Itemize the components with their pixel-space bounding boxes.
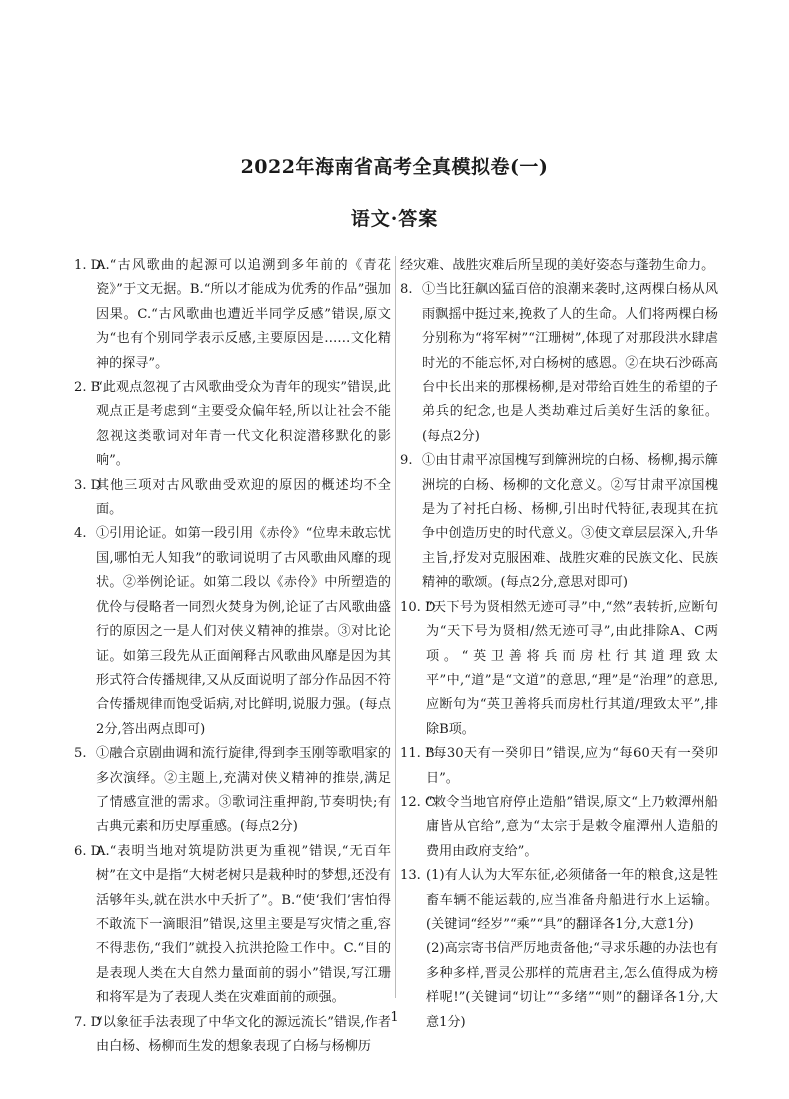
answer-item-2 bbox=[74, 376, 391, 474]
page-subtitle: 语文·答案 bbox=[350, 208, 439, 230]
right-column bbox=[400, 254, 718, 1035]
answer-number: 7. D bbox=[74, 1014, 102, 1030]
answer-text: “以象征手法表现了中华文化的源远流长”错误,作者由白杨、杨柳而生发的想象表现了白杨与杨柳历 bbox=[96, 1014, 391, 1054]
answer-text: 其他三项对古风歌曲受欢迎的原因的概述均不全面。 bbox=[96, 477, 391, 518]
answer-text: A.“表明当地对筑堤防洪更为重视”错误,“无百年树”在文中是指“大树老树只是栽种时的梦想,还没有活够年头,就在洪水中夭折了”。B.“使‘我们’害怕得不敢流下一滴眼泪”错误,这里主要是写灾情之重,容不得悲伤,“我们”就投入抗洪抢险工作中。C.“目的是表现人类在大自然力量面前的弱小”错误,写江珊和将军是为了表现人类在灾难面前的顽强。 bbox=[96, 843, 391, 1006]
page-title: 2022年海南省高考全真模拟卷(一) bbox=[240, 156, 549, 178]
answer-item-12 bbox=[400, 791, 718, 864]
answer-number: 6. D bbox=[74, 843, 102, 859]
answer-number: 10. D bbox=[400, 599, 436, 615]
answer-text: ①当比狂飙凶猛百倍的浪潮来袭时,这两棵白杨从风雨飘摇中挺过来,挽救了人的生命。人们将两棵白杨分别称为“将军树”“江珊树”,体现了对那段洪水肆虐时光的不能忘怀,对白杨树的感恩。②在块石沙砾高台中长出来的那棵杨柳,是对带给百姓生的希望的子弟兵的纪念,也是人类劫难过后美好生活的象征。(每点2分) bbox=[422, 282, 718, 444]
answer-number: 4. bbox=[74, 526, 87, 542]
answer-item-10 bbox=[400, 596, 718, 742]
answer-text: “此观点忽视了古风歌曲受众为青年的现实”错误,此观点正是考虑到“主要受众偏年轻,所以让社会不能忽视这类歌词对年青一代文化积淀潜移默化的影响”。 bbox=[96, 380, 391, 469]
answer-item-13 bbox=[400, 864, 718, 937]
answer-text: “敕令当地官府停止造船”错误,原文“上乃敕潭州船庸皆从官给”,意为“太宗于是敕令雇潭州人造船的费用由政府支给”。 bbox=[426, 794, 718, 859]
answer-text: A.“古风歌曲的起源可以追溯到多年前的《青花瓷》”于文无据。B.“所以才能成为优秀的作品”强加因果。C.“古风歌曲也遭近半同学反感”错误,原文为“也有个别同学表示反感,主要原因是……文化精神的探寻”。 bbox=[96, 258, 391, 371]
answer-text: ①引用论证。如第一段引用《赤伶》“位卑未敢忘忧国,哪怕无人知我”的歌词说明了古风歌曲风靡的现状。②举例论证。如第二段以《赤伶》中所塑造的优伶与侵略者一同烈火焚身为例,论证了古风歌曲盛行的原因之一是人们对侠义精神的推崇。③对比论证。如第三段先从正面阐释古风歌曲风靡是因为其形式符合传播规律,又从反面说明了部分作品因不符合传播规律而饱受诟病,对比鲜明,说服力强。(每点2分,答出两点即可) bbox=[96, 526, 391, 737]
answer-number: 13. bbox=[400, 868, 421, 884]
answer-text: ①由甘肃平凉国槐写到簰洲垸的白杨、杨柳,揭示簰洲垸的白杨、杨柳的文化意义。②写甘肃平凉国槐是为了衬托白杨、杨柳,引出时代特征,表现其在抗争中创造历史的时代意义。③使文章层层深入,升华主旨,抒发对克服困难、战胜灾难的民族文化、民族精神的歌颂。(每点2分,意思对即可) bbox=[422, 453, 718, 591]
answer-item-1 bbox=[74, 254, 391, 376]
left-column bbox=[74, 254, 391, 1059]
answer-number: 1. D bbox=[74, 258, 102, 273]
answer-item-5 bbox=[74, 742, 391, 840]
answer-number: 9. bbox=[400, 453, 413, 469]
answer-number: 3. D bbox=[74, 477, 102, 493]
answer-number: 8. bbox=[400, 282, 413, 298]
answer-number: 2. B bbox=[74, 380, 101, 396]
answer-number: 11. B bbox=[400, 746, 435, 762]
answer-item-7-continued bbox=[400, 254, 718, 278]
answer-item-9 bbox=[400, 449, 718, 595]
answer-number: 12. C bbox=[400, 794, 436, 810]
answer-item-8 bbox=[400, 278, 718, 449]
answer-text: (1)有人认为大军东征,必须储备一年的粮食,这是牲畜车辆不能运载的,应当准备舟船进行水上运输。(关键词“经岁”“乘”“具”的翻译各1分,大意1分) bbox=[426, 868, 718, 932]
answer-text: “天下号为贤相然无迹可寻”中,“然”表转折,应断句为“天下号为贤相/然无迹可寻”,由此排除A、C两项。“英卫善将兵而房杜行其道理致太平”中,“道”是“文道”的意思,“理”是“治理”的意思,应断句为“英卫善将兵而房杜行其道/理致太平”,排除B项。 bbox=[426, 599, 718, 737]
answer-text: (2)高宗寄书信严厉地责备他;“寻求乐趣的办法也有多种多样,晋灵公那样的荒唐君主,怎么值得成为榜样呢!”(关键词“切让”“多绪”“则”的翻译各1分,大意1分) bbox=[426, 941, 718, 1030]
answer-text: 经灾难、战胜灾难后所呈现的美好姿态与蓬勃生命力。 bbox=[400, 258, 715, 273]
column-divider bbox=[395, 256, 396, 998]
answer-text: “每30天有一癸卯日”错误,应为“每60天有一癸卯日”。 bbox=[426, 746, 718, 786]
page-number: 1 bbox=[390, 1010, 399, 1025]
answer-item-3 bbox=[74, 474, 391, 523]
answer-item-11 bbox=[400, 742, 718, 791]
answer-number: 5. bbox=[74, 746, 87, 762]
answer-item-4 bbox=[74, 522, 391, 742]
answer-item-6 bbox=[74, 840, 391, 1011]
answer-text: ①融合京剧曲调和流行旋律,得到李玉刚等歌唱家的多次演绎。②主题上,充满对侠义精神的推崇,满足了情感宣泄的需求。③歌词注重押韵,节奏明快;有古典元素和历史厚重感。(每点2分) bbox=[96, 746, 391, 835]
